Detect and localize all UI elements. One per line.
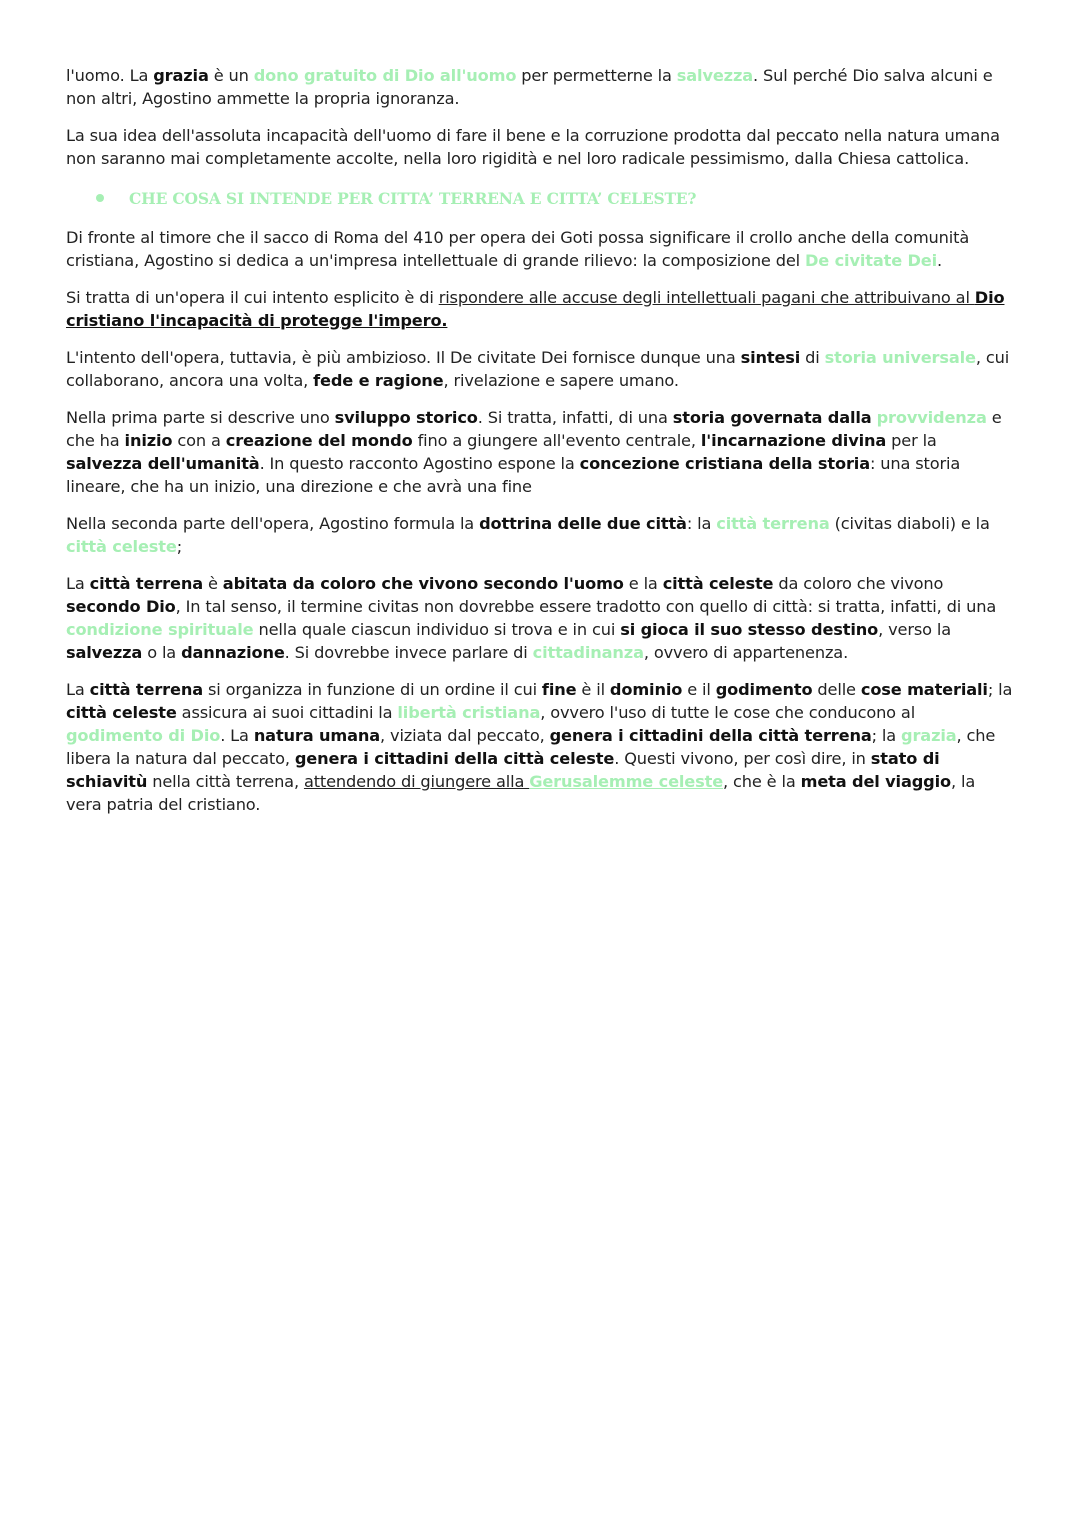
- highlight-cittadinanza: cittadinanza: [532, 643, 644, 662]
- paragraph-seconda-parte: Nella seconda parte dell'opera, Agostino formula la dottrina delle due città: la città terrena (civitas diaboli) e la città celeste;: [66, 514, 990, 556]
- highlight-salvezza: salvezza: [676, 66, 753, 85]
- paragraph-intento-ambizioso: L'intento dell'opera, tuttavia, è più ambizioso. Il De civitate Dei fornisce dunque una sintesi di storia universale, cui collaborano, ancora una volta, fede e ragione, rivelazione e sapere umano.: [66, 348, 1010, 390]
- highlight-citta-terrena: città terrena: [716, 514, 830, 533]
- section-heading: [96, 184, 1014, 212]
- highlight-provvidenza: provvidenza: [876, 408, 987, 427]
- underline-rispondere-accuse: rispondere alle accuse degli intellettuali pagani che attribuivano al: [438, 288, 975, 307]
- bullet-icon: [96, 194, 104, 202]
- highlight-liberta-cristiana: libertà cristiana: [397, 703, 541, 722]
- highlight-godimento-di-dio: godimento di Dio: [66, 726, 221, 745]
- highlight-condizione-spirituale: condizione spirituale: [66, 620, 254, 639]
- paragraph-abitanti-citta: La città terrena è abitata da coloro che vivono secondo l'uomo e la città celeste da coloro che vivono secondo Dio, In tal senso, il termine civitas non dovrebbe essere tradotto con quello di città: si tratta, infatti, di una condizione spirituale nella quale ciascun individuo si trova e in cui si gioca il suo stesso destino, verso la salvezza o la dannazione. Si dovrebbe invece parlare di cittadinanza, ovvero di appartenenza.: [66, 574, 997, 662]
- paragraph-intento-esplicito: Si tratta di un'opera il cui intento esplicito è di rispondere alle accuse degli intellettuali pagani che attribuivano al Dio cristiano l'incapacità di protegge l'impero.: [66, 288, 1005, 330]
- highlight-de-civitate-dei: De civitate Dei: [805, 251, 938, 270]
- paragraph-prima-parte: Nella prima parte si descrive uno sviluppo storico. Si tratta, infatti, di una storia governata dalla provvidenza e che ha inizio con a creazione del mondo fino a giungere all'evento centrale, l'incarnazione divina per la salvezza dell'umanità. In questo racconto Agostino espone la concezione cristiana della storia: una storia lineare, che ha un inizio, una direzione e che avrà una fine: [66, 408, 1002, 496]
- paragraph-sacco-di-roma: Di fronte al timore che il sacco di Roma del 410 per opera dei Goti possa significare il crollo anche della comunità cristiana, Agostino si dedica a un'impresa intellettuale di grande rilievo: la composizione del De civitate Dei.: [66, 228, 970, 270]
- document-page: [66, 64, 1014, 830]
- underline-attendendo: attendendo di giungere alla: [303, 772, 530, 791]
- highlight-storia-universale: storia universale: [824, 348, 976, 367]
- highlight-grazia: grazia: [901, 726, 957, 745]
- paragraph-grazia: l'uomo. La grazia è un dono gratuito di Dio all'uomo per permetterne la salvezza. Sul perché Dio salva alcuni e non altri, Agostino ammette la propria ignoranza.: [66, 66, 993, 108]
- highlight-dono-gratuito: dono gratuito di Dio all'uomo: [253, 66, 517, 85]
- underline-dio-cristiano: Dio cristiano l'incapacità di protegge l'impero.: [66, 288, 1005, 330]
- paragraph-organizzazione-citta: La città terrena si organizza in funzione di un ordine il cui fine è il dominio e il godimento delle cose materiali; la città celeste assicura ai suoi cittadini la libertà cristiana, ovvero l'uso di tutte le cose che conducono al godimento di Dio. La natura umana, viziata dal peccato, genera i cittadini della città terrena; la grazia, che libera la natura dal peccato, genera i cittadini della città celeste. Questi vivono, per così dire, in stato di schiavitù nella città terrena, attendendo di giungere alla Gerusalemme celeste, che è la meta del viaggio, la vera patria del cristiano.: [66, 680, 1013, 814]
- term-grazia: grazia: [153, 66, 209, 85]
- highlight-citta-celeste: città celeste: [66, 537, 177, 556]
- highlight-gerusalemme-celeste: Gerusalemme celeste: [529, 772, 724, 791]
- paragraph-incapacita: La sua idea dell'assoluta incapacità dell'uomo di fare il bene e la corruzione prodotta dal peccato nella natura umana non saranno mai completamente accolte, nella loro rigidità e nel loro radicale pessimismo, dalla Chiesa cattolica.: [66, 126, 1000, 168]
- section-heading-text: CHE COSA SI INTENDE PER CITTA’ TERRENA E CITTA’ CELESTE?: [129, 188, 697, 208]
